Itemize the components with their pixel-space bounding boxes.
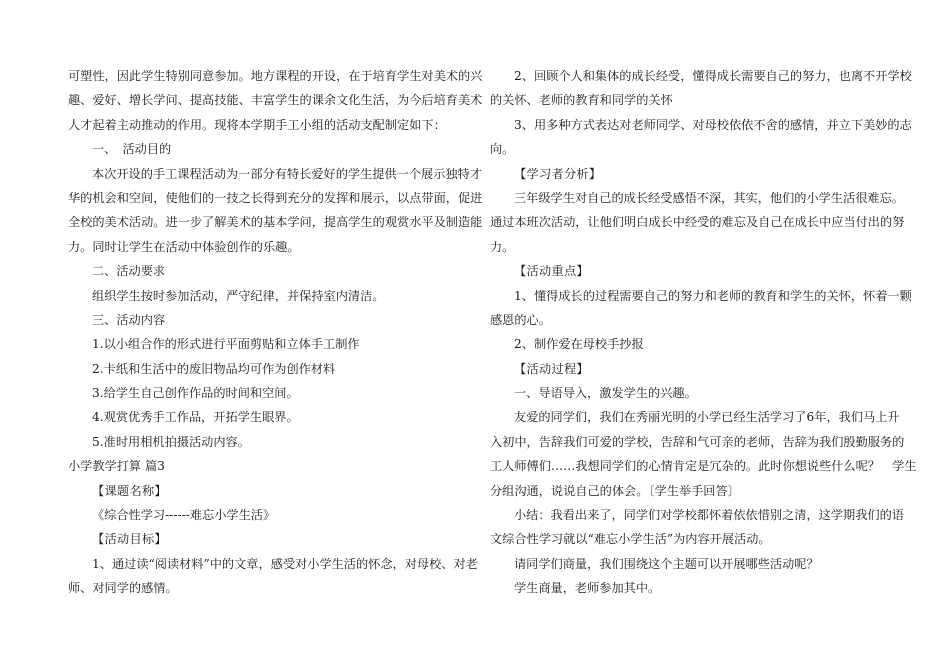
paragraph-line: 请同学们商量，我们围绕这个主题可以开展哪些活动呢？ <box>514 556 819 571</box>
paragraph-line: 通过本班次活动，让他们明白成长中经受的难忘及自己在成长中应当付出的努 <box>490 215 905 230</box>
section-heading: 【活动目标】 <box>92 532 167 547</box>
section-heading: 【活动重点】 <box>514 264 589 279</box>
paragraph-line: 1、通过读“阅读材料”中的文章，感受对小学生活的怀念，对母校、对老 <box>92 556 478 571</box>
paragraph-line: 感恩的心。 <box>490 312 551 327</box>
left-column <box>68 64 483 601</box>
paragraph-line: 的关怀、老师的教育和同学的关怀 <box>490 93 673 108</box>
paragraph-line: 三年级学生对自己的成长经受感悟不深，其实，他们的小学生活很难忘。 <box>514 190 904 205</box>
paragraph-line: 全校的美术活动。进一步了解美术的基本学问，提高学生的观赏水平及制造能 <box>68 215 483 230</box>
paragraph-line: 华的机会和空间，使他们的一技之长得到充分的发挥和展示，以点带面，促进 <box>68 190 483 205</box>
section-heading: 三、活动内容 <box>92 312 166 327</box>
section-heading: 二、活动要求 <box>92 264 166 279</box>
list-item: 3.给学生自己创作作品的时间和空间。 <box>92 386 299 401</box>
paragraph-line: 1、懂得成长的过程需要自己的努力和老师的教育和学生的关怀，怀着一颗 <box>514 288 912 303</box>
list-item: 1.以小组合作的形式进行平面剪贴和立体手工制作 <box>92 337 360 352</box>
list-item: 5.准时用相机拍摄活动内容。 <box>92 434 250 449</box>
paragraph-line: 分组沟通，说说自己的体会。〔学生举手回答〕 <box>490 483 740 498</box>
paragraph-line: 一、导语导入，激发学生的兴趣。 <box>514 386 697 401</box>
section-heading: 一、 活动目的 <box>92 142 172 157</box>
paragraph-line: 力。 <box>490 239 515 254</box>
paragraph-line: 向。 <box>490 142 515 157</box>
section-heading: 【课题名称】 <box>92 483 167 498</box>
paragraph-line: 小结：我看出来了，同学们对学校都怀着依依惜别之清，这学期我们的语 <box>514 508 904 523</box>
paragraph-line: 2、制作爱在母校手抄报 <box>514 337 644 352</box>
paragraph-line: 入初中，告辞我们可爱的学校，告辞和气可亲的老师，告辞为我们殷勤服务的 <box>490 434 905 449</box>
section-heading: 【活动过程】 <box>514 361 589 376</box>
right-column <box>490 64 917 601</box>
paragraph-line: 学生商量，老师参加其中。 <box>514 581 661 596</box>
paragraph-line: 3、用多种方式表达对老师同学、对母校依依不舍的感情，并立下美妙的志 <box>514 117 912 132</box>
paragraph-line: 师、对同学的感情。 <box>68 581 178 596</box>
paragraph-line: 工人师傅们……我想同学们的心情肯定是冗杂的。此时你想说些什么呢？ 学生 <box>490 459 917 474</box>
section-heading: 【学习者分析】 <box>514 166 602 181</box>
paragraph-line: 2、回顾个人和集体的成长经受，懂得成长需要自己的努力，也离不开学校 <box>514 69 912 83</box>
paragraph-line: 人才起着主动推动的作用。现将本学期手工小组的活动支配制定如下： <box>68 117 446 132</box>
paragraph-line: 友爱的同学们，我们在秀丽光明的小学已经生活学习了6年，我们马上升 <box>514 410 900 425</box>
paragraph-line: 组织学生按时参加活动，严守纪律，并保持室内清洁。 <box>92 288 385 303</box>
paragraph-line: 可塑性，因此学生特别同意参加。地方课程的开设，在于培育学生对美术的兴 <box>68 69 483 83</box>
list-item: 2.卡纸和生活中的废旧物品均可作为创作材料 <box>92 361 336 376</box>
list-item: 4.观赏优秀手工作品，开拓学生眼界。 <box>92 410 299 425</box>
chapter-title: 小学教学打算 篇3 <box>68 459 165 474</box>
topic-title: 《综合性学习------难忘小学生活》 <box>92 508 276 523</box>
paragraph-line: 力。同时让学生在活动中体验创作的乐趣。 <box>68 239 300 254</box>
paragraph-line: 趣、爱好、增长学问、提高技能、丰富学生的课余文化生活，为今后培育美术 <box>68 93 483 108</box>
paragraph-line: 本次开设的手工课程活动为一部分有特长爱好的学生提供一个展示独特才 <box>92 166 482 181</box>
paragraph-line: 文综合性学习就以“难忘小学生活”为内容开展活动。 <box>490 532 771 547</box>
